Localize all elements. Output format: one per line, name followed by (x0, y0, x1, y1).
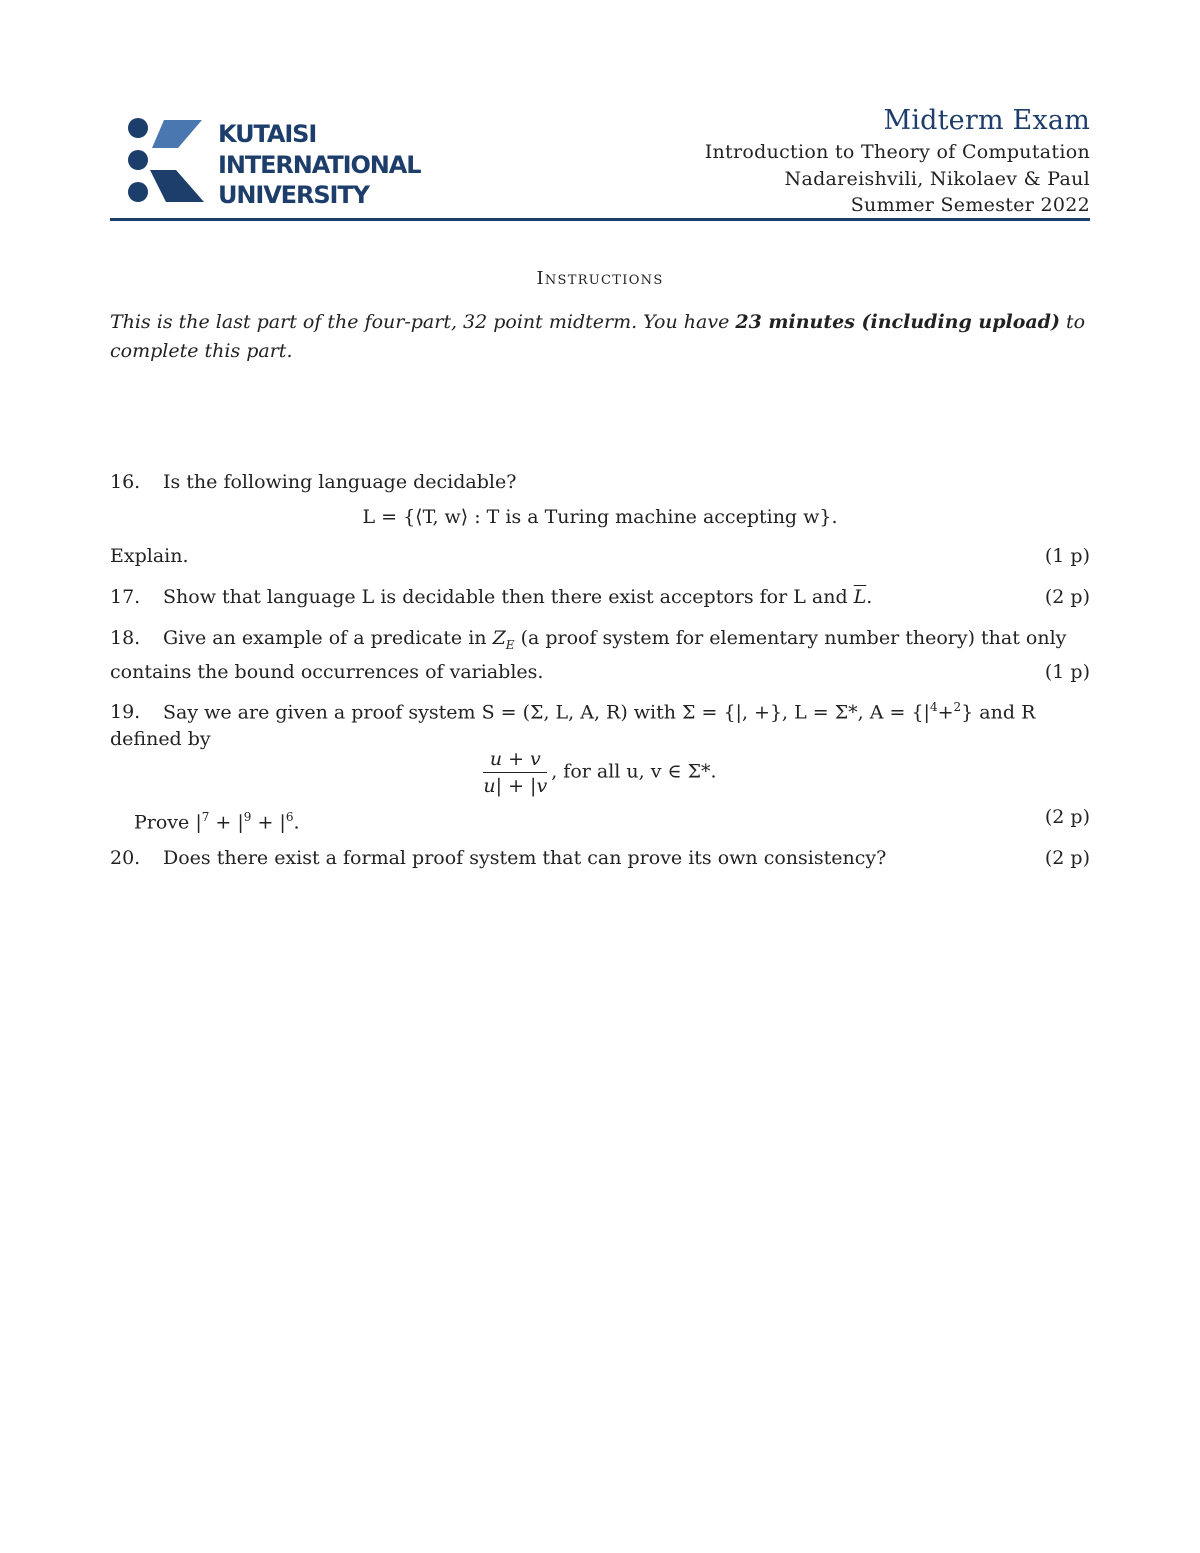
instructions-part: This is the last part of the four-part, 32 point midterm. You have (110, 311, 736, 333)
superscript: 4 (929, 700, 938, 714)
question-number: 18. (110, 627, 141, 649)
prove-text: Prove | (134, 811, 202, 834)
semester: Summer Semester 2022 (850, 194, 1090, 216)
instructions-text (110, 308, 1090, 366)
q19-rule (110, 748, 1090, 797)
q16-formula: L = {⟨T, w⟩ : T is a Turing machine accepting w}. (362, 506, 838, 528)
authors: Nadareishvili, Nikolaev & Paul (784, 167, 1090, 190)
question-end: . (866, 586, 873, 608)
logo-line: INTERNATIONAL (218, 150, 421, 179)
prove-text: + | (209, 811, 244, 834)
instructions-heading: Instructions (536, 268, 664, 289)
question-number: 16. (110, 471, 141, 493)
university-logo (118, 118, 421, 209)
instructions-part: to complete this part. (110, 311, 1086, 362)
header-rule (110, 218, 1090, 221)
question-text: (a proof system for elementary number theory) that only contains the bound occurrences of variables. (110, 627, 1067, 683)
complement-symbol: $\overline{L}$ (853, 586, 867, 608)
rule-fraction (483, 748, 547, 797)
question-number: 17. (110, 586, 141, 608)
question-text: + (937, 701, 954, 724)
question-18 (110, 625, 1090, 686)
system-subscript: E (505, 637, 515, 652)
points: (2 p) (1044, 847, 1090, 869)
question-16 (110, 469, 1090, 496)
q19-prove-line (110, 804, 1090, 836)
prove-text: + | (251, 811, 286, 834)
rule-condition: , for all u, v ∈ Σ*. (551, 760, 717, 783)
points: (2 p) (1044, 806, 1090, 828)
system-symbol: Z (492, 627, 506, 649)
points: (1 p) (1044, 660, 1090, 683)
logo-line: KUTAISI (218, 120, 317, 148)
logo-mark-icon (118, 118, 214, 208)
points: (1 p) (1044, 545, 1090, 567)
fraction-denominator: u| + |v (483, 775, 548, 797)
points: (2 p) (1044, 586, 1090, 608)
prove-text: . (293, 811, 300, 834)
question-number: 19. (110, 701, 141, 724)
superscript: 7 (201, 810, 210, 824)
fraction-numerator: u + v (483, 748, 547, 773)
superscript: 9 (243, 810, 252, 824)
q16-explain-line (110, 543, 1090, 570)
superscript: 2 (953, 700, 962, 714)
question-text: Give an example of a predicate in (163, 627, 493, 649)
instructions-time: 23 minutes (including upload) (735, 311, 1060, 333)
question-text: Show that language L is decidable then there exist acceptors for L and (163, 586, 854, 608)
exam-header (110, 100, 1090, 220)
exam-info (705, 103, 1090, 219)
explain-label: Explain. (110, 545, 189, 567)
question-text: Does there exist a formal proof system that can prove its own consistency? (163, 847, 887, 869)
question-number: 20. (110, 847, 141, 869)
logo-wordmark (218, 119, 420, 211)
question-text: } and R defined by (110, 701, 1036, 751)
question-text: Say we are given a proof system S = (Σ, L, A, R) with Σ = {|, +}, L = Σ*, A = {| (163, 701, 930, 724)
superscript: 6 (285, 810, 294, 824)
question-19 (110, 694, 1090, 753)
exam-title: Midterm Exam (883, 105, 1090, 136)
question-text: Is the following language decidable? (163, 471, 517, 493)
question-20 (110, 845, 1090, 872)
logo-line: UNIVERSITY (218, 181, 369, 209)
question-17 (110, 584, 1090, 611)
course-name: Introduction to Theory of Computation (704, 141, 1090, 163)
